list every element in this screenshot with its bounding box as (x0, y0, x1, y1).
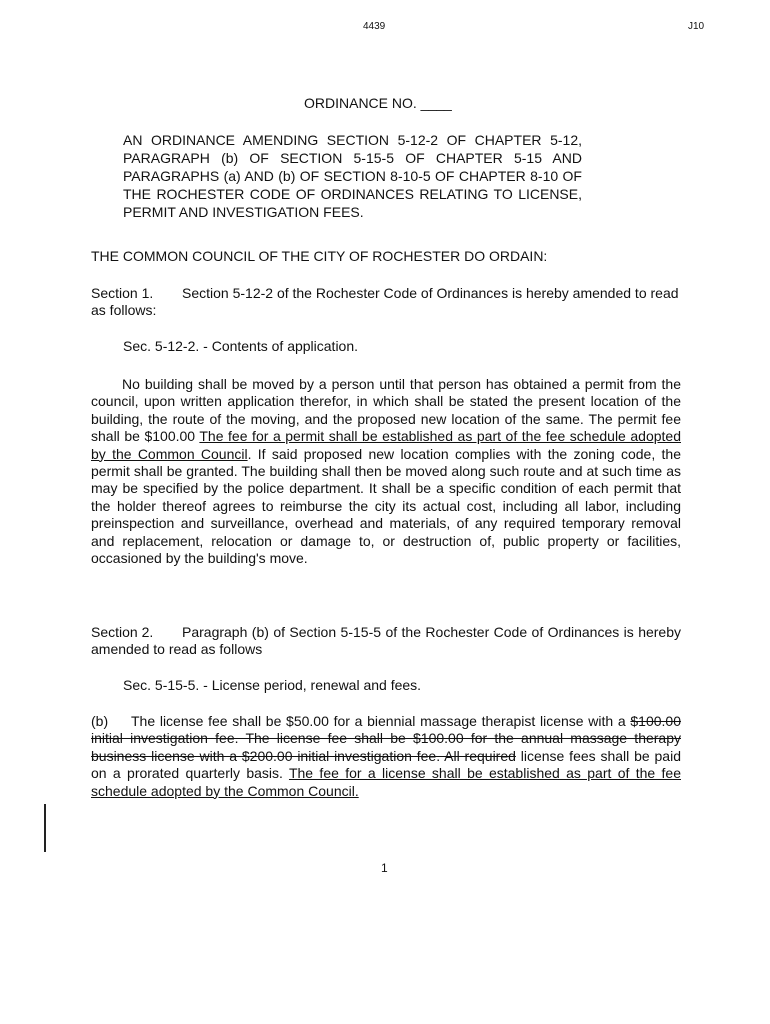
section2-deleted-text: $100.00 initial investigation fee. The license fee shall be $100.00 for the annual massage therapy business license with a $200.00 initial investigation fee. All required (91, 713, 681, 764)
ordinance-title: ORDINANCE NO. ____ (304, 95, 452, 111)
section2-intro (91, 624, 681, 659)
section2-heading: Sec. 5-15-5. - License period, renewal and fees. (123, 677, 422, 693)
section2-label: Section 2. (91, 624, 154, 640)
section1-label: Section 1. (91, 285, 154, 301)
section1-body-text-2: . If said proposed new location complies with the zoning code, the permit shall be granted. The building shall then be moved along such route and at such time as may be specified by the police department. It shall be a specific condition of each permit that the holder thereof agrees to reimburse the city its actual cost, including all labor, including preinspection and surveillance, overhead and materials, of any required temporary removal and replacement, relocation or damage to, or destruction of, public property or facilities, occasioned by the building's move. (91, 445, 681, 567)
section1-intro (91, 285, 681, 320)
revision-bar (44, 804, 46, 852)
section2-body-text: The license fee shall be $50.00 for a biennial massage therapist license with a (131, 713, 631, 729)
section2-body-text-2: license fees shall be paid on a prorated quarterly basis. (91, 747, 681, 782)
section2-body (91, 713, 681, 800)
section2-intro-text: Paragraph (b) of Section 5-15-5 of the Rochester Code of Ordinances is hereby amended to read as follows (91, 624, 681, 658)
section1-heading: Sec. 5-12-2. - Contents of application. (123, 338, 359, 354)
page-code: 4439 (363, 21, 386, 32)
page-number: 1 (381, 861, 388, 875)
section1-inserted-text: The fee for a permit shall be established as part of the fee schedule adopted by the Common Council (91, 428, 681, 462)
ordinance-caption: AN ORDINANCE AMENDING SECTION 5-12-2 OF CHAPTER 5-12, PARAGRAPH (b) OF SECTION 5-15-5 OF CHAPTER 5-15 AND PARAGRAPHS (a) AND (b) OF SECTION 8-10-5 OF CHAPTER 8-10 OF THE ROCHESTER CODE OF ORDINANCES RELATING TO LICENSE, PERMIT AND INVESTIGATION FEES. (123, 132, 582, 220)
section1-intro-text: Section 5-12-2 of the Rochester Code of Ordinances is hereby amended to read as follows: (91, 285, 679, 319)
doc-code: J10 (688, 21, 705, 32)
section1-body (91, 376, 681, 567)
section2-inserted-text: The fee for a license shall be established as part of the fee schedule adopted by the Common Council. (91, 765, 681, 799)
enacting-clause: THE COMMON COUNCIL OF THE CITY OF ROCHESTER DO ORDAIN: (91, 248, 548, 264)
section2-para-label: (b) (91, 713, 109, 729)
section1-body-text: No building shall be moved by a person until that person has obtained a permit from the council, upon written application therefor, in which shall be stated the present location of the building, the route of the moving, and the proposed new location of the same. The permit fee shall be $100.00 (91, 376, 681, 445)
